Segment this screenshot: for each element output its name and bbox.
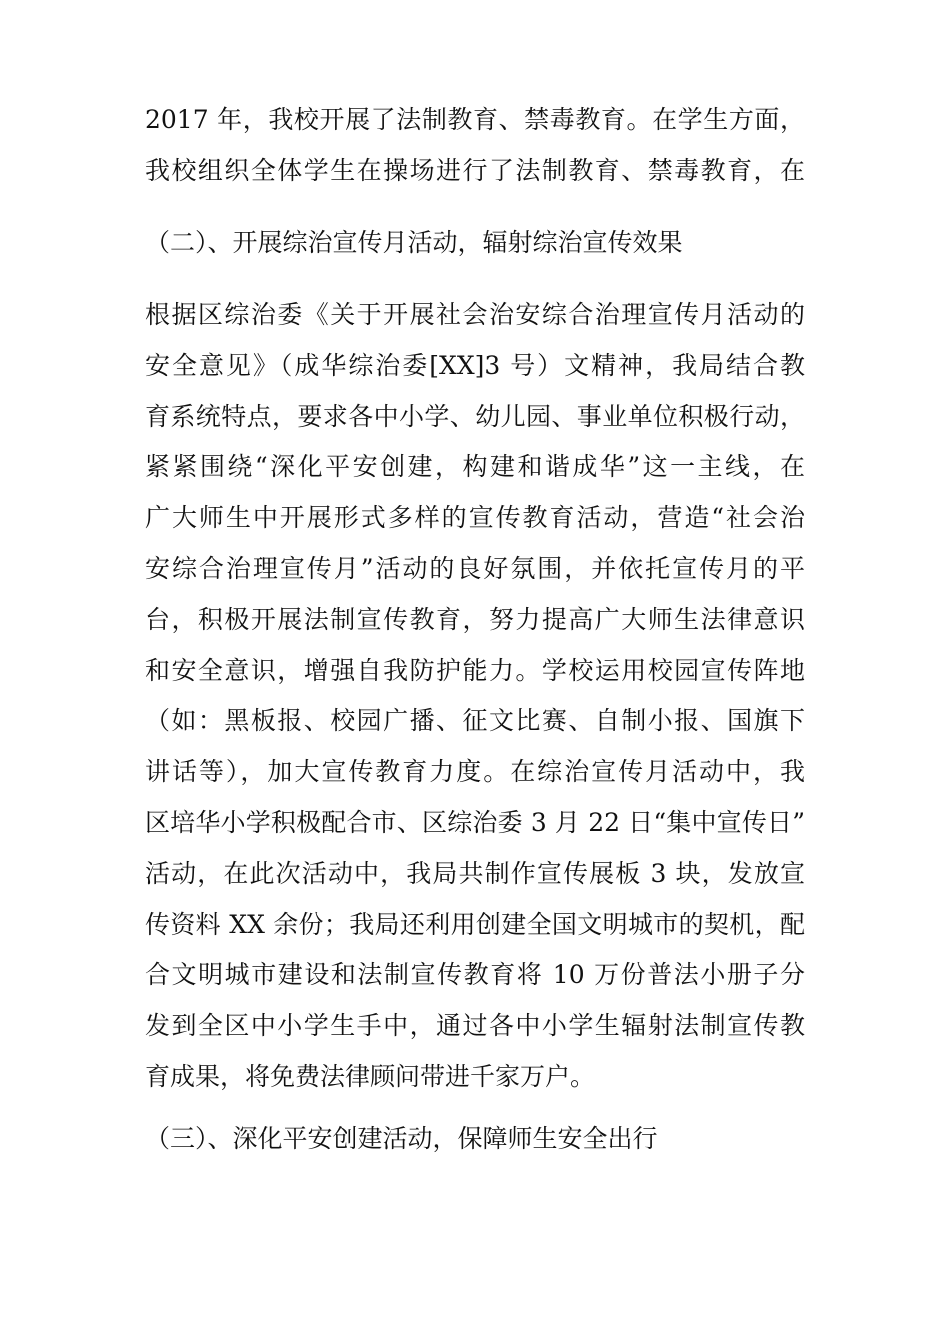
paragraph-line: 根据区综治委《关于开展社会治安综合治理宣传月活动的 bbox=[145, 300, 805, 329]
heading-text: （二）、开展综治宣传月活动，辐射综治宣传效果 bbox=[145, 228, 683, 257]
paragraph-line: 区培华小学积极配合市、区综治委 3 月 22 日“集中宣传日” bbox=[145, 807, 805, 837]
paragraph-line: 我校组织全体学生在操场进行了法制教育、禁毒教育，在 bbox=[145, 155, 805, 185]
paragraph-line: 安综合治理宣传月”活动的良好氛围，并依托宣传月的平 bbox=[145, 553, 805, 583]
paragraph-line: 合文明城市建设和法制宣传教育将 10 万份普法小册子分 bbox=[145, 960, 805, 990]
paragraph-2 bbox=[145, 290, 805, 1103]
section-heading-2 bbox=[145, 218, 805, 269]
paragraph-1 bbox=[145, 95, 805, 197]
paragraph-line: 传资料 XX 余份；我局还利用创建全国文明城市的契机，配 bbox=[145, 909, 805, 939]
paragraph-line: 发到全区中小学生手中，通过各中小学生辐射法制宣传教 bbox=[145, 1011, 805, 1041]
paragraph-line: （如：黑板报、校园广播、征文比赛、自制小报、国旗下 bbox=[145, 706, 805, 736]
heading-text: （三）、深化平安创建活动，保障师生安全出行 bbox=[145, 1124, 658, 1153]
section-heading-3 bbox=[145, 1114, 805, 1165]
paragraph-line: 和安全意识，增强自我防护能力。学校运用校园宣传阵地 bbox=[145, 655, 805, 685]
paragraph-line: 育系统特点，要求各中小学、幼儿园、事业单位积极行动， bbox=[145, 401, 805, 431]
paragraph-line: 紧紧围绕“深化平安创建，构建和谐成华”这一主线，在 bbox=[145, 452, 805, 482]
paragraph-line: 台，积极开展法制宣传教育，努力提高广大师生法律意识 bbox=[145, 604, 805, 634]
paragraph-line: 育成果，将免费法律顾问带进千家万户。 bbox=[145, 1061, 596, 1091]
paragraph-line: 活动，在此次活动中，我局共制作宣传展板 3 块，发放宣 bbox=[145, 858, 805, 888]
paragraph-line: 广大师生中开展形式多样的宣传教育活动，营造“社会治 bbox=[145, 503, 805, 533]
paragraph-line: 2017 年，我校开展了法制教育、禁毒教育。在学生方面， bbox=[145, 105, 805, 134]
paragraph-line: 安全意见》（成华综治委[XX]3 号）文精神，我局结合教 bbox=[145, 350, 805, 380]
paragraph-line: 讲话等），加大宣传教育力度。在综治宣传月活动中，我 bbox=[145, 757, 805, 787]
